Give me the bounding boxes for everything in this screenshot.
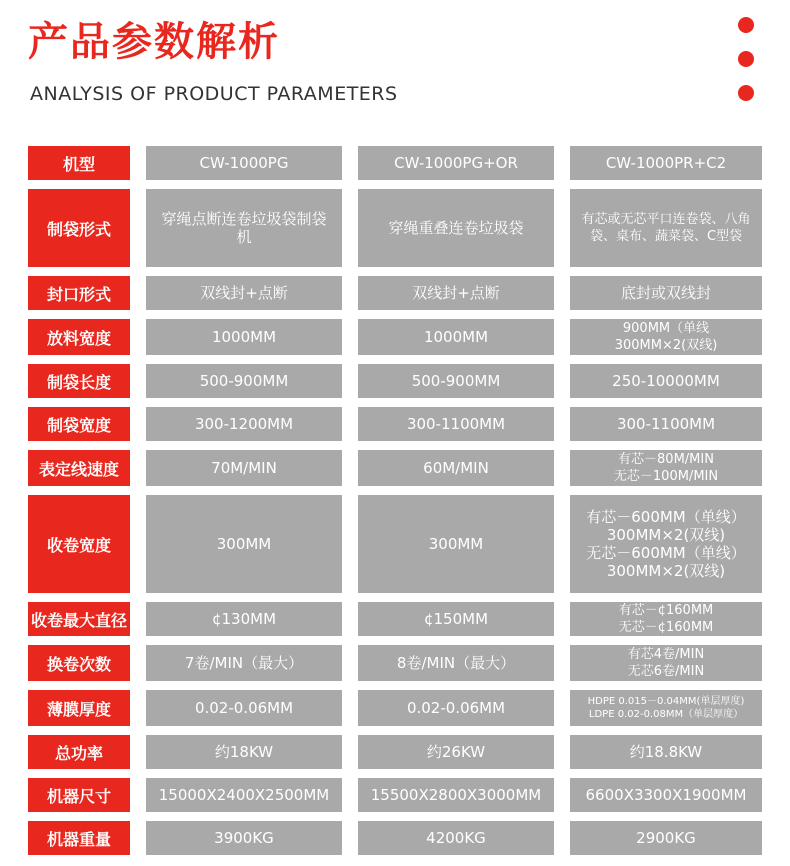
row-label: 机器尺寸 [28, 778, 130, 812]
row-label: 收卷最大直径 [28, 602, 130, 636]
table-cell [358, 645, 554, 681]
cell-text: 70M/MIN [211, 459, 277, 477]
cell-text: 1000MM [211, 328, 277, 346]
cell-text: 双线封+点断 [412, 284, 500, 302]
table-cell [146, 276, 342, 310]
table-cell [146, 189, 342, 267]
cell-text: 机 [236, 228, 252, 246]
table-cell [146, 495, 342, 593]
cell-text: 有芯－80M/MIN [618, 452, 714, 467]
table-cell [358, 735, 554, 769]
cell-text: 300MM×2(双线) [606, 562, 726, 580]
row-label: 换卷次数 [28, 645, 130, 681]
table-cell [570, 602, 762, 636]
row-label: 制袋宽度 [28, 407, 130, 441]
table-cell [570, 407, 762, 441]
table-cell [570, 189, 762, 267]
table-cell [146, 821, 342, 855]
cell-text: 300MM [216, 535, 272, 553]
table-cell [570, 645, 762, 681]
cell-text: 500-900MM [199, 372, 289, 390]
cell-text: 300MM×2(双线) [606, 526, 726, 544]
cell-text: 500-900MM [411, 372, 501, 390]
table-cell [358, 690, 554, 726]
row-label: 制袋形式 [28, 189, 130, 267]
cell-text: 0.02-0.06MM [406, 699, 506, 717]
cell-text: 底封或双线封 [620, 284, 711, 302]
cell-text: 双线封+点断 [200, 284, 288, 302]
cell-text: 8卷/MIN（最大） [396, 654, 516, 672]
page-title: 产品参数解析 [28, 19, 280, 65]
cell-text: 有芯4卷/MIN [627, 647, 705, 662]
table-cell [358, 189, 554, 267]
cell-text: 有芯或无芯平口连卷袋、八角 [581, 212, 751, 227]
table-cell [358, 364, 554, 398]
row-label: 表定线速度 [28, 450, 130, 486]
table-cell [570, 319, 762, 355]
cell-text: 300-1100MM [406, 415, 506, 433]
table-cell [570, 778, 762, 812]
cell-text: 7卷/MIN（最大） [184, 654, 304, 672]
decorative-dot [738, 51, 754, 67]
table-cell [146, 319, 342, 355]
table-cell [358, 778, 554, 812]
table-cell [570, 276, 762, 310]
cell-text: 300MM [428, 535, 484, 553]
cell-text: 250-10000MM [612, 372, 720, 390]
row-label: 总功率 [28, 735, 130, 769]
decorative-dot [738, 85, 754, 101]
table-cell [358, 495, 554, 593]
cell-text: 300-1100MM [616, 415, 716, 433]
row-label: 薄膜厚度 [28, 690, 130, 726]
cell-text: CW-1000PR+C2 [605, 154, 727, 172]
cell-text: 袋、桌布、蔬菜袋、C型袋 [589, 229, 743, 244]
cell-text: 60M/MIN [423, 459, 489, 477]
row-label: 机型 [28, 146, 130, 180]
table-cell [570, 735, 762, 769]
cell-text: 无芯－600MM（单线） [586, 544, 746, 562]
table-cell [570, 450, 762, 486]
table-cell [146, 735, 342, 769]
table-cell [146, 364, 342, 398]
cell-text: 300-1200MM [194, 415, 294, 433]
cell-text: CW-1000PG+OR [394, 154, 518, 172]
table-cell [570, 821, 762, 855]
table-cell [570, 495, 762, 593]
row-label: 制袋长度 [28, 364, 130, 398]
table-cell [146, 690, 342, 726]
cell-text: 0.02-0.06MM [194, 699, 294, 717]
table-cell [146, 450, 342, 486]
decorative-dot [738, 17, 754, 33]
cell-text: 1000MM [423, 328, 489, 346]
table-cell [570, 690, 762, 726]
table-cell [570, 364, 762, 398]
table-cell [358, 319, 554, 355]
row-label: 收卷宽度 [28, 495, 130, 593]
table-cell [358, 602, 554, 636]
cell-text: 无芯6卷/MIN [627, 664, 705, 679]
table-cell [146, 778, 342, 812]
cell-text: 300MM×2(双线) [614, 338, 718, 353]
parameter-table [28, 146, 762, 864]
cell-text: 900MM（单线 [622, 321, 710, 336]
cell-text: 约26KW [426, 743, 486, 761]
cell-text: ¢130MM [211, 610, 277, 628]
cell-text: 无芯－100M/MIN [613, 469, 719, 484]
cell-text: 约18.8KW [629, 743, 703, 761]
cell-text: 无芯－¢160MM [618, 620, 714, 635]
cell-text: 3900KG [214, 829, 274, 847]
table-cell [358, 450, 554, 486]
row-label: 放料宽度 [28, 319, 130, 355]
row-label: 机器重量 [28, 821, 130, 855]
table-cell [358, 821, 554, 855]
cell-text: 4200KG [426, 829, 486, 847]
table-cell [146, 602, 342, 636]
cell-text: 约18KW [214, 743, 274, 761]
cell-text: HDPE 0.015－0.04MM(单层厚度) [587, 696, 745, 707]
cell-text: CW-1000PG [199, 154, 289, 172]
table-cell [358, 146, 554, 180]
table-cell [146, 645, 342, 681]
cell-text: 有芯－¢160MM [618, 603, 714, 618]
cell-text: LDPE 0.02-0.08MM（单层厚度） [588, 709, 744, 720]
table-cell [358, 276, 554, 310]
table-cell [358, 407, 554, 441]
cell-text: 穿绳重叠连卷垃圾袋 [388, 219, 524, 237]
page-subtitle: ANALYSIS OF PRODUCT PARAMETERS [30, 83, 398, 105]
table-cell [146, 146, 342, 180]
cell-text: 6600X3300X1900MM [585, 786, 747, 804]
cell-text: 15000X2400X2500MM [158, 786, 330, 804]
row-label: 封口形式 [28, 276, 130, 310]
cell-text: 2900KG [636, 829, 696, 847]
cell-text: 15500X2800X3000MM [370, 786, 542, 804]
table-cell [146, 407, 342, 441]
table-cell [570, 146, 762, 180]
cell-text: ¢150MM [423, 610, 489, 628]
cell-text: 有芯－600MM（单线） [586, 508, 746, 526]
cell-text: 穿绳点断连卷垃圾袋制袋 [161, 210, 327, 228]
